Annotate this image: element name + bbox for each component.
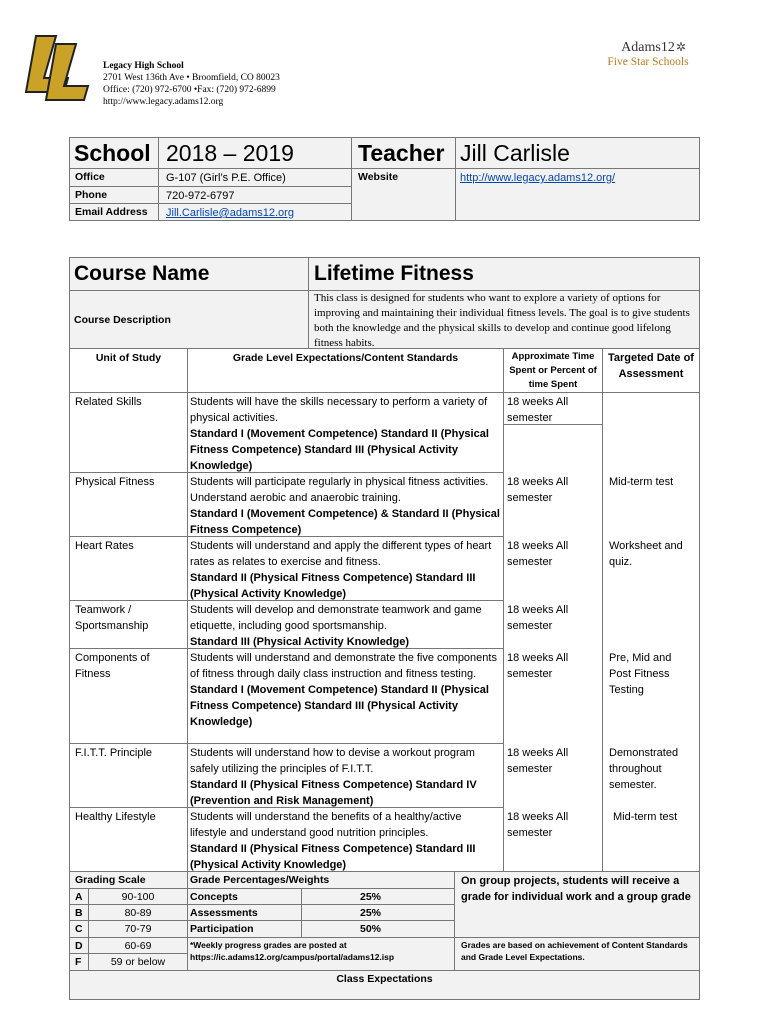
grade-letter: A <box>75 891 83 903</box>
school-address: 2701 West 136th Ave • Broomfield, CO 80023 <box>103 73 280 83</box>
unit-time: 18 weeks All semester <box>507 811 569 839</box>
unit-target: Mid-term test <box>613 811 678 823</box>
teacher-label: Teacher <box>358 140 445 166</box>
unit-target: Demonstrated throughout semester. <box>609 747 679 791</box>
course-description: This class is designed for students who want to explore a variety of options for improving and maintaining their individual fitness levels. The goal is to give students both the knowledge and the physical skills to develop and continue good lifelong fitness habits. <box>314 292 690 349</box>
grade-range: 70-79 <box>124 923 152 935</box>
unit-time: 18 weeks All semester <box>507 540 569 568</box>
school-label: School <box>74 140 151 166</box>
phone-value: 720-972-6797 <box>166 190 235 202</box>
unit-target: Mid-term test <box>609 476 674 488</box>
grade-range: 59 or below <box>110 956 166 968</box>
weight-name: Participation <box>190 923 254 935</box>
website-label: Website <box>358 171 399 183</box>
unit-name: Components of Fitness <box>75 652 150 680</box>
website-link[interactable]: http://www.legacy.adams12.org/ <box>460 172 616 184</box>
weight-percent: 50% <box>360 923 382 935</box>
grade-weights-label: Grade Percentages/Weights <box>190 874 330 886</box>
weight-name: Assessments <box>190 907 258 919</box>
grade-range: 60-69 <box>124 940 152 952</box>
letterhead-text <box>103 60 280 108</box>
unit-time: 18 weeks All semester <box>507 604 569 632</box>
unit-time: 18 weeks All semester <box>507 747 569 775</box>
class-expectations-heading: Class Expectations <box>336 973 433 985</box>
office-label: Office <box>75 171 105 183</box>
course-name-value: Lifetime Fitness <box>314 262 474 285</box>
email-link[interactable]: Jill.Carlisle@adams12.org <box>166 207 294 219</box>
school-name: Legacy High School <box>103 61 184 71</box>
unit-expectation: Students will participate regularly in physical fitness activities. Understand aerobic and anaerobic training. Standard I (Movement Competence) & Standard II (Physical Fitness Competence) <box>190 476 500 536</box>
weight-percent: 25% <box>360 891 382 903</box>
unit-expectation: Students will understand the benefits of a healthy/active lifestyle and understand good nutrition principles. Standard II (Physical Fitness Competence) Standard III (Physical Activity Knowledge) <box>190 811 476 871</box>
unit-expectation: Students will have the skills necessary to perform a variety of physical activities. Standard I (Movement Competence) Standard II (Physical Fitness Competence) Standard III (Physical Activity Knowledge) <box>190 396 489 472</box>
unit-time: 18 weeks All semester <box>507 396 569 424</box>
unit-expectation: Students will develop and demonstrate teamwork and game etiquette, including good sportsmanship. Standard III (Physical Activity Knowledge) <box>190 604 482 648</box>
unit-name: Physical Fitness <box>75 476 155 488</box>
unit-time: 18 weeks All semester <box>507 476 569 504</box>
grade-letter: C <box>75 923 83 935</box>
grade-letter: F <box>75 956 82 968</box>
unit-time: 18 weeks All semester <box>507 652 569 680</box>
district-tagline: Five Star Schools <box>607 56 689 68</box>
unit-name: F.I.T.T. Principle <box>75 747 153 759</box>
district-name: Adams12 <box>621 40 675 55</box>
unit-expectation: Students will understand how to devise a workout program safely utilizing the principles of F.I.T.T. Standard II (Physical Fitness Competence) Standard IV (Prevention and Risk Management) <box>190 747 477 807</box>
group-projects-note: On group projects, students will receive a grade for individual work and a group grade <box>461 875 691 903</box>
grade-letter: D <box>75 940 83 952</box>
email-label: Email Address <box>75 206 148 218</box>
grade-range: 90-100 <box>121 891 155 903</box>
course-name-label: Course Name <box>74 262 210 285</box>
unit-target: Worksheet and quiz. <box>609 540 683 568</box>
unit-name: Teamwork / Sportsmanship <box>75 604 149 632</box>
unit-target: Pre, Mid and Post Fitness Testing <box>609 652 672 696</box>
office-value: G-107 (Girl’s P.E. Office) <box>166 172 286 184</box>
unit-name: Related Skills <box>75 396 142 408</box>
unit-name: Healthy Lifestyle <box>75 811 156 823</box>
weekly-progress-note: *Weekly progress grades are posted at https://ic.adams12.org/campus/portal/adams12.isp <box>190 940 395 962</box>
header-unit: Unit of Study <box>95 352 162 364</box>
weight-percent: 25% <box>360 907 382 919</box>
header-target: Targeted Date of Assessment <box>608 352 694 380</box>
school-year: 2018 – 2019 <box>166 140 294 166</box>
header-expectations: Grade Level Expectations/Content Standards <box>232 352 459 364</box>
course-description-label: Course Description <box>74 314 171 326</box>
standards-note: Grades are based on achievement of Content Standards and Grade Level Expectations. <box>461 940 688 962</box>
school-logo <box>22 34 102 102</box>
weight-name: Concepts <box>190 891 238 903</box>
unit-expectation: Students will understand and apply the different types of heart rates as relates to exercise and fitness. Standard II (Physical Fitness Competence) Standard III (Physical Activity Knowledge) <box>190 540 492 600</box>
grade-letter: B <box>75 907 83 919</box>
grading-scale-label: Grading Scale <box>75 874 146 886</box>
teacher-name: Jill Carlisle <box>460 140 570 166</box>
school-url: http://www.legacy.adams12.org <box>103 97 224 107</box>
grade-range: 80-89 <box>124 907 152 919</box>
school-phone-fax: Office: (720) 972-6700 •Fax: (720) 972-6899 <box>103 85 276 95</box>
header-time: Approximate Time Spent or Percent of time Spent <box>509 351 597 390</box>
unit-name: Heart Rates <box>75 540 134 552</box>
unit-expectation: Students will understand and demonstrate the five components of fitness through daily class instruction and fitness testing. Standard I (Movement Competence) Standard II (Physical Fitness Competence) Standard III (Physical Activity Knowledge) <box>190 652 497 728</box>
star-icon: ✲ <box>676 40 687 54</box>
phone-label: Phone <box>75 189 108 201</box>
